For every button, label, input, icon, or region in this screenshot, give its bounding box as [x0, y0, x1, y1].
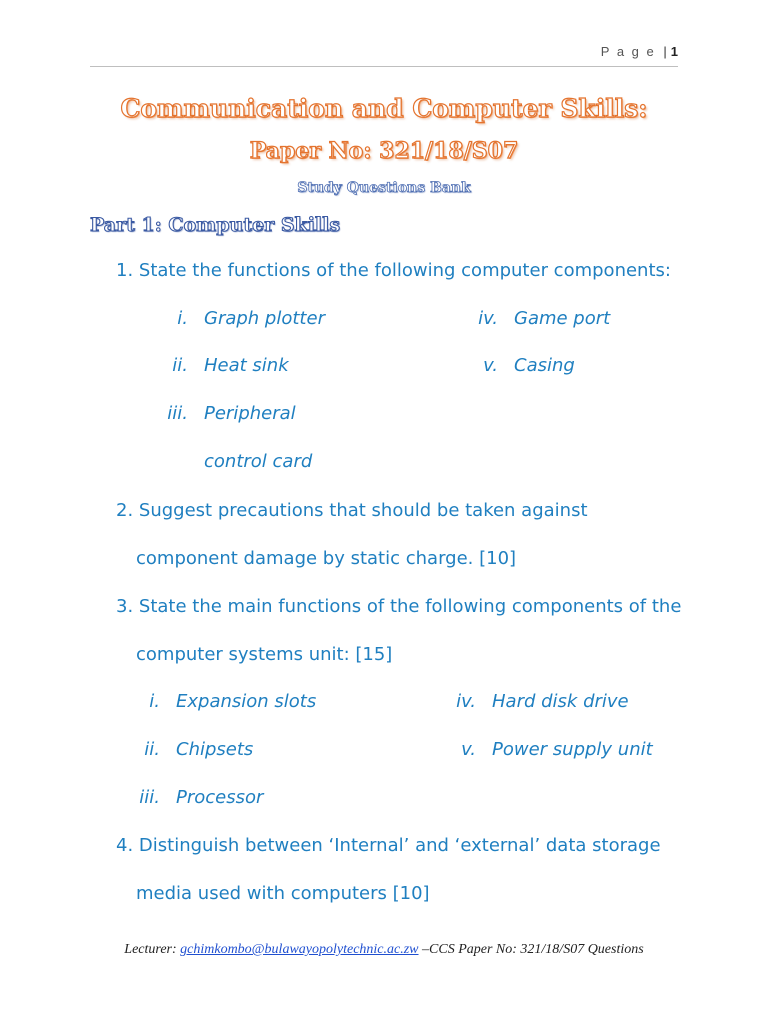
roman-numeral: iii.	[139, 787, 160, 808]
footer	[0, 942, 768, 958]
q3-item-ii	[104, 739, 253, 760]
roman-numeral: iii.	[167, 403, 188, 424]
part-heading: Part 1: Computer Skills	[90, 214, 341, 236]
page-header	[601, 44, 678, 59]
roman-numeral: v.	[461, 739, 476, 760]
question-text: State the functions of the following computer components:	[138, 260, 671, 281]
q3-item-v	[420, 739, 653, 760]
question-text: Distinguish between ‘Internal’ and ‘external’ data storage	[138, 835, 661, 856]
question-text: Suggest precautions that should be taken against	[138, 500, 588, 521]
item-text: Power supply unit	[492, 739, 653, 760]
question-number: 4.	[116, 835, 134, 856]
item-text: Game port	[514, 308, 611, 329]
page-number: 1	[670, 44, 678, 59]
q1-item-v	[448, 355, 575, 376]
item-text: Heat sink	[204, 355, 289, 376]
question-2-continued: component damage by static charge. [10]	[136, 548, 517, 569]
item-text: control card	[204, 451, 313, 472]
item-text: Hard disk drive	[492, 691, 629, 712]
q1-item-iii-cont	[148, 451, 312, 472]
question-number: 3.	[116, 596, 134, 617]
item-text: Processor	[176, 787, 264, 808]
roman-numeral: i.	[177, 308, 188, 329]
page-separator: |	[663, 44, 669, 59]
question-2	[116, 500, 588, 521]
lecturer-email-link[interactable]: gchimkombo@bulawayopolytechnic.ac.zw	[180, 942, 419, 957]
roman-numeral: iv.	[456, 691, 476, 712]
roman-numeral: v.	[483, 355, 498, 376]
page-label: P a g e	[600, 44, 656, 59]
document-title: Communication and Computer Skills:	[120, 94, 648, 123]
question-4-continued: media used with computers [10]	[136, 883, 430, 904]
question-3	[116, 596, 681, 617]
q1-item-iv	[448, 308, 610, 329]
item-text: Casing	[514, 355, 575, 376]
q3-item-i	[104, 691, 316, 712]
item-text: Peripheral	[204, 403, 296, 424]
paper-number-title: Paper No: 321/18/S07	[249, 138, 519, 164]
roman-numeral: iv.	[478, 308, 498, 329]
question-text: State the main functions of the following components of the	[138, 596, 682, 617]
question-number: 1.	[116, 260, 134, 281]
item-text: Graph plotter	[204, 308, 325, 329]
q1-item-iii	[148, 403, 296, 424]
header-rule	[90, 66, 678, 67]
item-text: Expansion slots	[176, 691, 317, 712]
q3-item-iv	[420, 691, 629, 712]
question-1	[116, 260, 671, 281]
subtitle: Study Questions Bank	[297, 180, 471, 196]
q1-item-ii	[148, 355, 289, 376]
question-3-continued: computer systems unit: [15]	[136, 644, 393, 665]
footer-suffix: –CCS Paper No: 321/18/S07 Questions	[418, 942, 644, 957]
roman-numeral: i.	[149, 691, 160, 712]
question-number: 2.	[116, 500, 134, 521]
roman-numeral: ii.	[144, 739, 160, 760]
item-text: Chipsets	[176, 739, 254, 760]
footer-prefix: Lecturer:	[124, 942, 181, 957]
roman-numeral: ii.	[172, 355, 188, 376]
q3-item-iii	[104, 787, 263, 808]
q1-item-i	[148, 308, 325, 329]
question-4	[116, 835, 661, 856]
